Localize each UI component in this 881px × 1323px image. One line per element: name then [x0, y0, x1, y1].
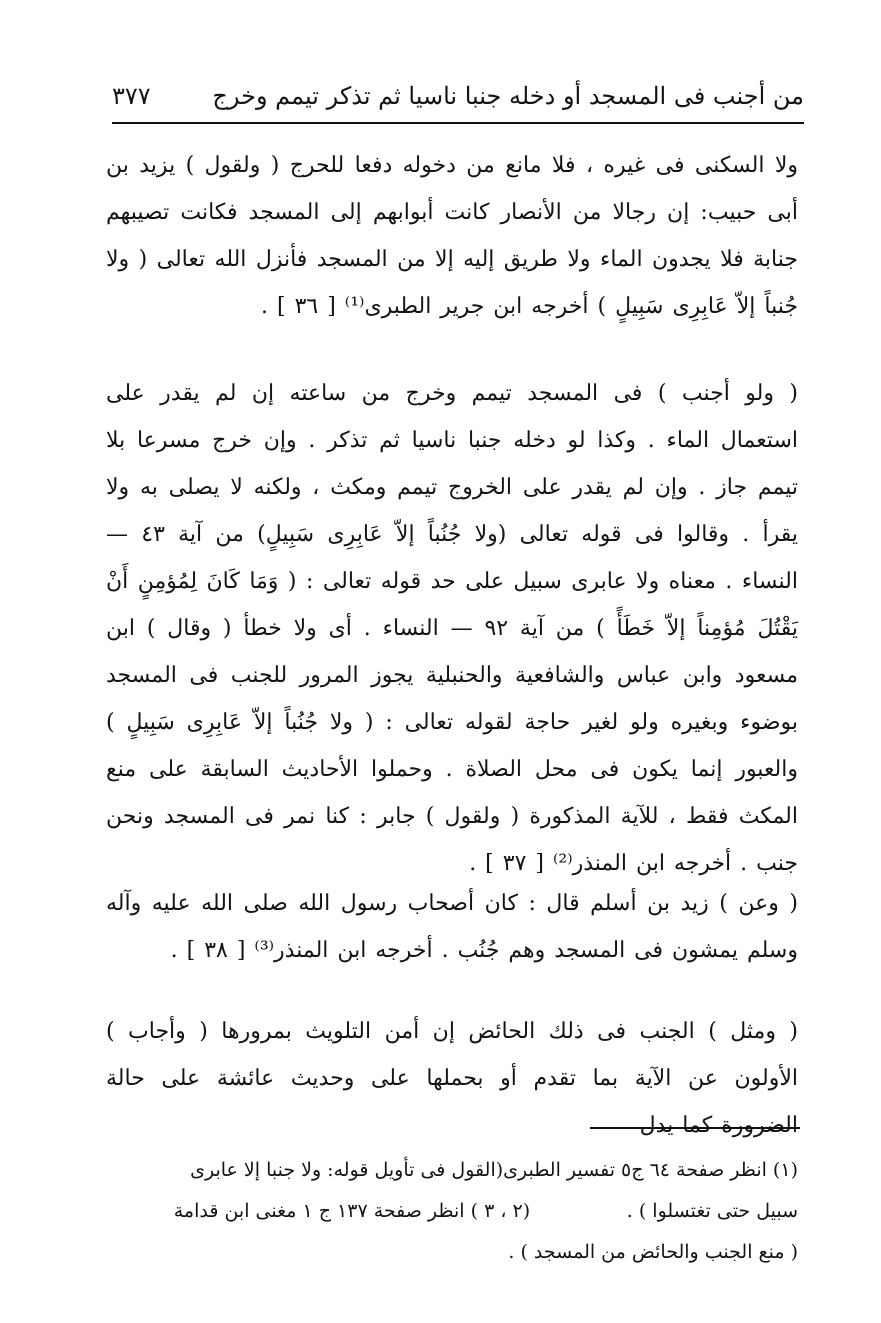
footnote-line-3: ( منع الجنب والحائض من المسجد ) . [508, 1241, 798, 1263]
page-number: ٣٧٧ [112, 82, 151, 110]
paragraph-3: ( وعن ) زيد بن أسلم قال : كان أصحاب رسول الله صلى الله عليه وآله وسلم يمشون فى المسجد وهم جُنُب . أخرجه ابن المنذر⁽³⁾ [ ٣٨ ] . [106, 891, 798, 963]
footnotes [106, 1150, 798, 1273]
footnote-line-1: (١) انظر صفحة ٦٤ ج٥ تفسير الطبرى(القول فى تأويل قوله: ولا جنبا إلا عابرى [190, 1159, 798, 1181]
footnote-divider [590, 1127, 800, 1129]
header-divider [112, 122, 804, 124]
paragraph-1: ولا السكنى فى غيره ، فلا مانع من دخوله دفعا للحرج ( ولقول ) يزيد بن أبى حبيب: إن رجالا من الأنصار كانت أبوابهم إلى المسجد فكانت تصيبهم جنابة فلا يجدون الماء ولا طريق إليه إلا من المسجد فأنزل الله تعالى ( ولا جُنباً إلاّ عَابِرِى سَبِيلٍ ) أخرجه ابن جرير الطبرى⁽¹⁾ [ ٣٦ ] . [106, 153, 798, 319]
footnote-line-2: سبيل حتى تغتسلوا ) . (٢ ، ٣ ) انظر صفحة ١٣٧ ج ١ مغنى ابن قدامة [173, 1200, 798, 1222]
paragraph-4: ( ومثل ) الجنب فى ذلك الحائض إن أمن التلويث بمرورها ( وأجاب ) الأولون عن الآية بما تقدم أو بحملها على وحديث عائشة على حالة الضرورة كما يدل [106, 1019, 798, 1138]
paragraph-2: ( ولو أجنب ) فى المسجد تيمم وخرج من ساعته إن لم يقدر على استعمال الماء . وكذا لو دخله جنبا ناسيا ثم تذكر . وإن خرج مسرعا بلا تيمم جاز . وإن لم يقدر على الخروج تيمم ومكث ، ولكنه لا يصلى به ولا يقرأ . وقالوا فى قوله تعالى (ولا جُنُباً إلاّ عَابِرِى سَبِيلٍ) من آية ٤٣ — النساء . معناه ولا عابرى سبيل على حد قوله تعالى : ( وَمَا كَانَ لِمُؤمِنٍ أَنْ يَقْتُلَ مُؤمِناً إلاّ خَطَأً ) من آية ٩٢ — النساء . أى ولا خطأ ( وقال ) ابن مسعود وابن عباس والشافعية والحنبلية يجوز المرور للجنب فى المسجد بوضوء وبغيره ولو لغير حاجة لقوله تعالى : ( ولا جُنُباً إلاّ عَابِرِى سَبِيلٍ ) والعبور إنما يكون فى محل الصلاة . وحملوا الأحاديث السابقة على منع المكث فقط ، للآية المذكورة ( ولقول ) جابر : كنا نمر فى المسجد ونحن جنب . أخرجه ابن المنذر⁽²⁾ [ ٣٧ ] . [106, 381, 799, 876]
running-header [112, 74, 804, 118]
header-title: من أجنب فى المسجد أو دخله جنبا ناسيا ثم تذكر تيمم وخرج [212, 82, 804, 110]
